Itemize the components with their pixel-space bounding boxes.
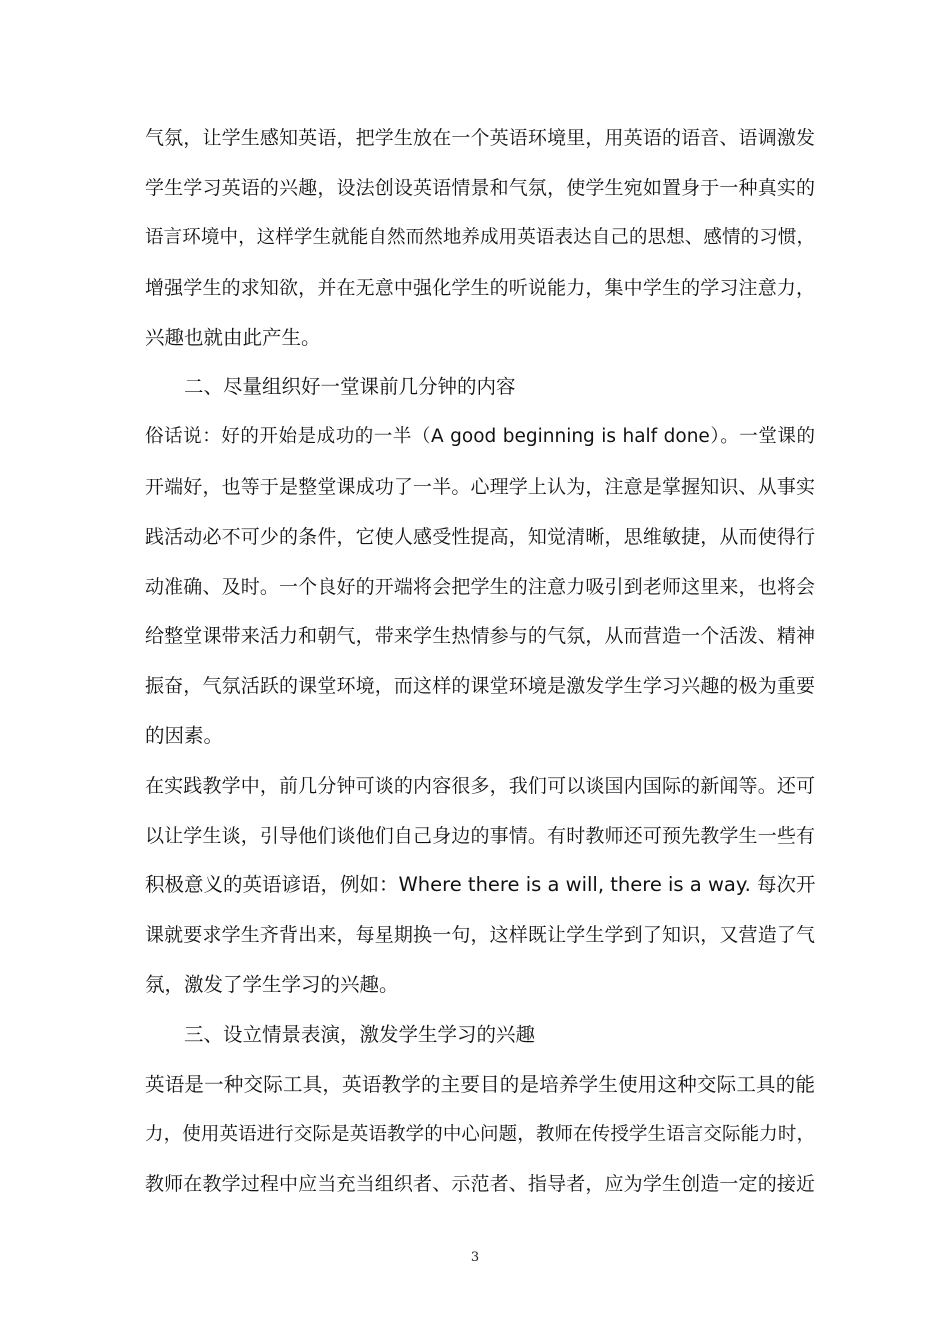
- paragraph-line: 振奋，气氛活跃的课堂环境，而这样的课堂环境是激发学生学习兴趣的极为重要: [145, 675, 815, 697]
- paragraph-line: 课就要求学生齐背出来，每星期换一句，这样既让学生学到了知识，又营造了气: [145, 924, 815, 946]
- paragraph-line: 学生学习英语的兴趣，设法创设英语情景和气氛，使学生宛如置身于一种真实的: [145, 177, 815, 199]
- paragraph-line: 践活动必不可少的条件，它使人感受性提高，知觉清晰，思维敏捷，从而使得行: [145, 526, 815, 548]
- paragraph-line: 气氛，让学生感知英语，把学生放在一个英语环境里，用英语的语音、语调激发: [145, 127, 815, 149]
- paragraph-line: 在实践教学中，前几分钟可谈的内容很多，我们可以谈国内国际的新闻等。还可: [145, 775, 815, 797]
- page-number: 3: [470, 1250, 480, 1265]
- paragraph-line: 开端好，也等于是整堂课成功了一半。心理学上认为，注意是掌握知识、从事实: [145, 476, 815, 498]
- section-heading: 三、设立情景表演，激发学生学习的兴趣: [184, 1023, 536, 1046]
- paragraph-line: 以让学生谈，引导他们谈他们自己身边的事情。有时教师还可预先教学生一些有: [145, 825, 815, 847]
- paragraph-line: 兴趣也就由此产生。: [145, 326, 321, 349]
- paragraph-line: 给整堂课带来活力和朝气，带来学生热情参与的气氛，从而营造一个活泼、精神: [145, 625, 815, 647]
- paragraph-line: 的因素。: [145, 724, 224, 747]
- paragraph-line: 英语是一种交际工具，英语教学的主要目的是培养学生使用这种交际工具的能: [145, 1073, 815, 1096]
- paragraph-line: 增强学生的求知欲，并在无意中强化学生的听说能力，集中学生的学习注意力，: [145, 277, 815, 299]
- paragraph-line: 氛，激发了学生学习的兴趣。: [145, 973, 399, 996]
- section-heading: 二、尽量组织好一堂课前几分钟的内容: [184, 375, 516, 398]
- paragraph-line: 力，使用英语进行交际是英语教学的中心问题，教师在传授学生语言交际能力时，: [145, 1124, 815, 1145]
- paragraph-line: 教师在教学过程中应当充当组织者、示范者、指导者，应为学生创造一定的接近: [145, 1173, 815, 1195]
- paragraph-line: 积极意义的英语谚语，例如：Where there is a will, there is a way. 每次开: [145, 873, 816, 896]
- paragraph-line: 动准确、及时。一个良好的开端将会把学生的注意力吸引到老师这里来，也将会: [145, 576, 815, 598]
- paragraph-line: 语言环境中，这样学生就能自然而然地养成用英语表达自己的思想、感情的习惯，: [145, 227, 815, 248]
- paragraph-line: 俗话说：好的开始是成功的一半（A good beginning is half done）。一堂课的: [145, 426, 815, 447]
